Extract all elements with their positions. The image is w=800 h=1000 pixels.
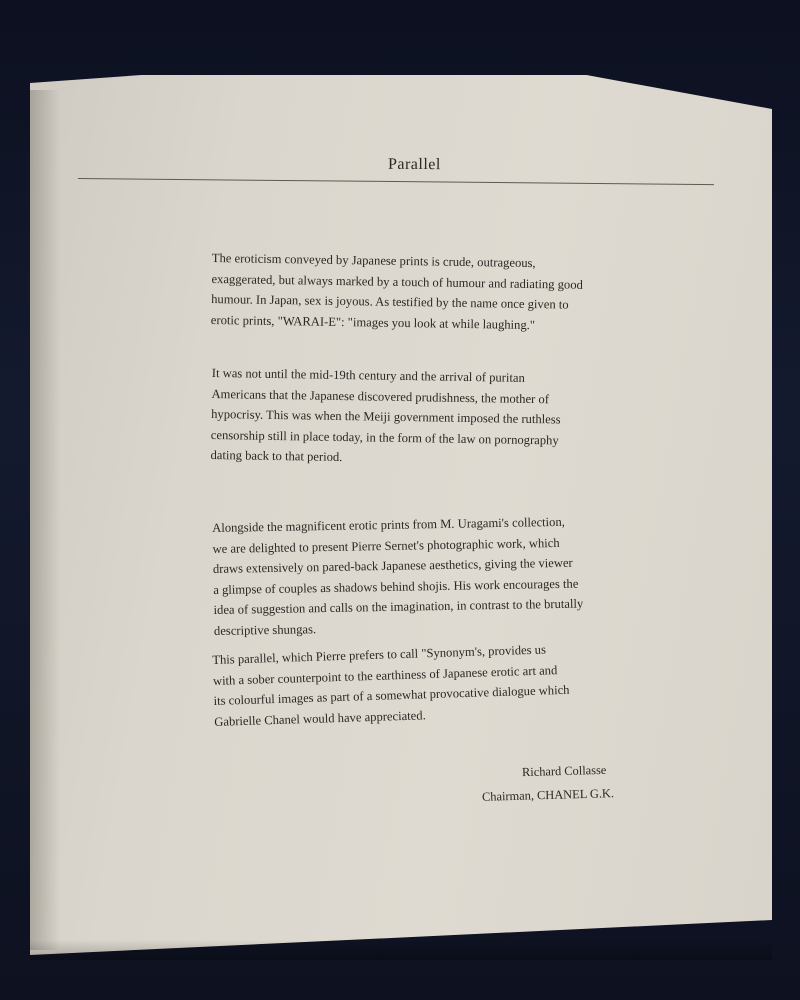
- paragraph-4: [212, 637, 612, 731]
- paragraph-1: [211, 248, 610, 336]
- text-line: censorship still in place today, in the form of the law on pornography: [210, 427, 559, 447]
- text-line: dating back to that period.: [210, 447, 343, 465]
- paragraph-3: [212, 511, 612, 641]
- text-line: It was not until the mid-19th century and the arrival of puritan: [211, 365, 525, 385]
- title-rule: [78, 178, 714, 185]
- text-line: idea of suggestion and calls on the imagination, in contrast to the brutally: [213, 596, 584, 617]
- text-line: humour. In Japan, sex is joyous. As testified by the name once given to: [211, 291, 569, 312]
- text-line: Alongside the magnificent erotic prints from M. Uragami's collection,: [212, 514, 565, 535]
- text-line: draws extensively on pared-back Japanese aesthetics, giving the viewer: [212, 555, 573, 576]
- signature-name: Richard Collasse: [521, 762, 607, 780]
- signature-title: Chairman, CHANEL G.K.: [481, 786, 615, 804]
- page-title: Parallel: [387, 155, 441, 174]
- text-line: its colourful images as part of a somewhat provocative dialogue which: [213, 682, 570, 708]
- text-line: with a sober counterpoint to the earthiness of Japanese erotic art and: [212, 662, 558, 688]
- text-line: The eroticism conveyed by Japanese prints is crude, outrageous,: [211, 250, 536, 271]
- text-line: descriptive shungas.: [213, 621, 317, 638]
- text-line: a glimpse of couples as shadows behind shojis. His work encourages the: [213, 576, 579, 597]
- text-line: erotic prints, "WARAI-E": "images you look at while laughing.": [210, 312, 536, 332]
- paragraph-2: [210, 363, 610, 472]
- text-line: we are delighted to present Pierre Sernet's photographic work, which: [212, 535, 560, 556]
- text-line: This parallel, which Pierre prefers to call "Synonym's, provides us: [212, 642, 547, 667]
- text-line: Gabrielle Chanel would have appreciated.: [214, 707, 426, 729]
- text-line: Americans that the Japanese discovered prudishness, the mother of: [211, 386, 550, 406]
- text-line: exaggerated, but always marked by a touch of humour and radiating good: [211, 271, 583, 292]
- text-line: hypocrisy. This was when the Meiji government imposed the ruthless: [211, 406, 561, 427]
